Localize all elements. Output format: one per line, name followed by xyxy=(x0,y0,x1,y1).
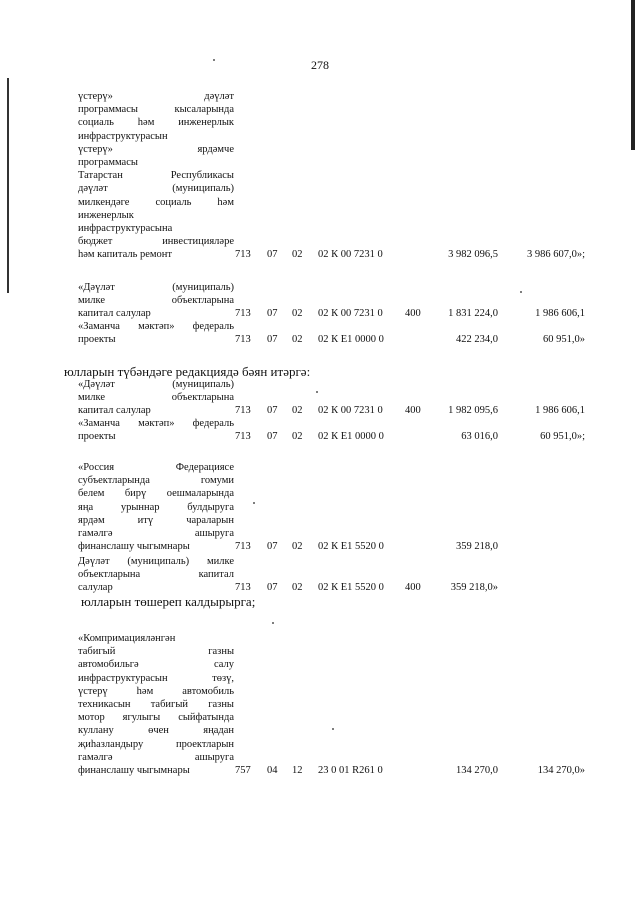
section-code-cell: 07 xyxy=(267,431,278,443)
description-line: капитал салулар xyxy=(78,308,151,320)
amount-year1-cell: 3 982 096,5 xyxy=(448,249,498,261)
org-code-cell: 713 xyxy=(235,582,251,594)
page-number: 278 xyxy=(311,58,329,72)
entry-description xyxy=(78,320,234,346)
description-line: белем бирү оешмаларында xyxy=(78,488,234,500)
amount-year2-cell: 3 986 607,0»; xyxy=(526,249,585,261)
section-code-cell: 07 xyxy=(267,308,278,320)
description-line: Татарстан Республикасы xyxy=(78,170,234,182)
description-line: милке объектларына xyxy=(78,392,234,404)
description-line: «Дәүләт (муниципаль) xyxy=(78,282,234,293)
amount-year1-cell: 1 982 095,6 xyxy=(448,405,498,417)
target-article-cell: 02 К Е1 0000 0 xyxy=(318,334,384,346)
description-line: һәм капиталь ремонт xyxy=(78,249,173,261)
description-line: үстерү» ярдәмче xyxy=(78,143,234,155)
description-line: объектларына капитал xyxy=(78,569,234,581)
description-line: Дәүләт (муниципаль) милке xyxy=(78,556,234,567)
description-line: программасы кысаларында xyxy=(78,104,234,116)
subsection-code-cell: 02 xyxy=(292,249,303,261)
org-code-cell: 713 xyxy=(235,308,251,320)
org-code-cell: 713 xyxy=(235,249,251,261)
description-line: «Компримацияләнгән xyxy=(78,633,176,644)
subsection-code-cell: 02 xyxy=(292,334,303,346)
left-margin-mark xyxy=(7,78,9,293)
description-line: салулар xyxy=(78,582,113,594)
description-line: җиһазландыру проектларын xyxy=(78,738,234,750)
description-line: инфраструктурасын xyxy=(78,130,168,142)
org-code-cell: 713 xyxy=(235,405,251,417)
entry-description xyxy=(78,378,234,418)
amount-year1-cell: 1 831 224,0 xyxy=(448,308,498,320)
org-code-cell: 757 xyxy=(235,765,251,776)
amount-year1-cell: 134 270,0 xyxy=(456,765,498,776)
amount-year2-cell: 134 270,0» xyxy=(537,765,585,776)
entry-description xyxy=(78,417,234,443)
target-article-cell: 02 К Е1 5520 0 xyxy=(318,541,384,553)
description-line: техникасын табигый газны xyxy=(78,698,234,710)
section-code-cell: 04 xyxy=(267,765,278,776)
org-code-cell: 713 xyxy=(235,431,251,443)
description-line: субъектларында гомуми xyxy=(78,475,234,487)
description-line: ярдәм итү чараларын xyxy=(78,514,234,526)
target-article-cell: 23 0 01 R261 0 xyxy=(318,765,383,776)
section-code-cell: 07 xyxy=(267,334,278,346)
entry-description xyxy=(78,281,234,321)
description-line: яңа урыннар булдыруга xyxy=(78,501,234,513)
org-code-cell: 713 xyxy=(235,541,251,553)
amount-year2-cell: 60 951,0» xyxy=(543,334,585,346)
description-line: гамәлгә ашыруга xyxy=(78,527,234,539)
budget-entry xyxy=(78,378,585,418)
description-line: куллану өчен яңадан xyxy=(78,725,234,737)
description-line: милкендәге социаль һәм xyxy=(78,196,234,208)
subsection-code-cell: 02 xyxy=(292,431,303,443)
amount-year2-cell: 1 986 606,1 xyxy=(535,405,585,417)
target-article-cell: 02 К 00 7231 0 xyxy=(318,405,383,417)
expense-type-cell: 400 xyxy=(405,405,421,417)
description-line: проекты xyxy=(78,334,116,346)
description-line: капитал салулар xyxy=(78,405,151,417)
description-line: программасы xyxy=(78,156,138,168)
section-code-cell: 07 xyxy=(267,582,278,594)
subsection-code-cell: 02 xyxy=(292,541,303,553)
entry-description xyxy=(78,555,234,595)
amount-year2-cell: 60 951,0»; xyxy=(540,431,585,443)
description-line: инфраструктурасын төзү, xyxy=(78,672,234,684)
entry-description xyxy=(78,632,234,777)
section-heading: юлларын төшереп калдырырга; xyxy=(81,594,256,609)
description-line: проекты xyxy=(78,431,116,443)
section-code-cell: 07 xyxy=(267,541,278,553)
expense-type-cell: 400 xyxy=(405,308,421,320)
entry-description xyxy=(78,90,234,261)
description-line: милке объектларына xyxy=(78,295,234,307)
scan-dot xyxy=(213,59,215,61)
description-line: үстерү» дәүләт xyxy=(78,91,234,102)
subsection-code-cell: 12 xyxy=(292,765,303,776)
description-line: бюджет инвестицияләре xyxy=(78,236,234,248)
description-line: финанслашу чыгымнары xyxy=(78,541,190,553)
budget-entry xyxy=(78,281,585,321)
budget-entry xyxy=(78,461,585,553)
budget-entry xyxy=(78,320,585,346)
amount-year1-cell: 422 234,0 xyxy=(456,334,498,346)
description-line: «Заманча мәктәп» федераль xyxy=(78,321,234,332)
amount-year1-cell: 359 218,0» xyxy=(450,582,498,594)
description-line: дәүләт (муниципаль) xyxy=(78,183,234,195)
description-line: гамәлгә ашыруга xyxy=(78,751,234,763)
description-line: мотор ягулыгы сыйфатында xyxy=(78,712,234,724)
description-line: социаль һәм инженерлык xyxy=(78,117,234,129)
description-line: «Россия Федерациясе xyxy=(78,462,234,473)
subsection-code-cell: 02 xyxy=(292,405,303,417)
target-article-cell: 02 К Е1 0000 0 xyxy=(318,431,384,443)
scan-dot xyxy=(272,622,274,624)
right-edge-mark xyxy=(631,0,635,150)
target-article-cell: 02 К 00 7231 0 xyxy=(318,249,383,261)
description-line: «Заманча мәктәп» федераль xyxy=(78,418,234,429)
description-line: табигый газны xyxy=(78,646,234,658)
target-article-cell: 02 К Е1 5520 0 xyxy=(318,582,384,594)
expense-type-cell: 400 xyxy=(405,582,421,594)
budget-entry xyxy=(78,632,585,777)
entry-description xyxy=(78,461,234,553)
amount-year1-cell: 359 218,0 xyxy=(456,541,498,553)
budget-entry xyxy=(78,417,585,443)
description-line: «Дәүләт (муниципаль) xyxy=(78,379,234,390)
amount-year1-cell: 63 016,0 xyxy=(461,431,498,443)
org-code-cell: 713 xyxy=(235,334,251,346)
description-line: инфраструктурасына xyxy=(78,222,173,234)
description-line: үстерү һәм автомобиль xyxy=(78,685,234,697)
section-heading: юлларын түбәндәге редакциядә бәян итәргә: xyxy=(64,364,311,379)
section-code-cell: 07 xyxy=(267,249,278,261)
description-line: инженерлык xyxy=(78,209,134,221)
budget-entry xyxy=(78,555,585,595)
budget-entry xyxy=(78,90,585,261)
section-code-cell: 07 xyxy=(267,405,278,417)
description-line: автомобильгә салу xyxy=(78,659,234,671)
amount-year2-cell: 1 986 606,1 xyxy=(535,308,585,320)
subsection-code-cell: 02 xyxy=(292,582,303,594)
subsection-code-cell: 02 xyxy=(292,308,303,320)
target-article-cell: 02 К 00 7231 0 xyxy=(318,308,383,320)
description-line: финанслашу чыгымнары xyxy=(78,764,190,776)
